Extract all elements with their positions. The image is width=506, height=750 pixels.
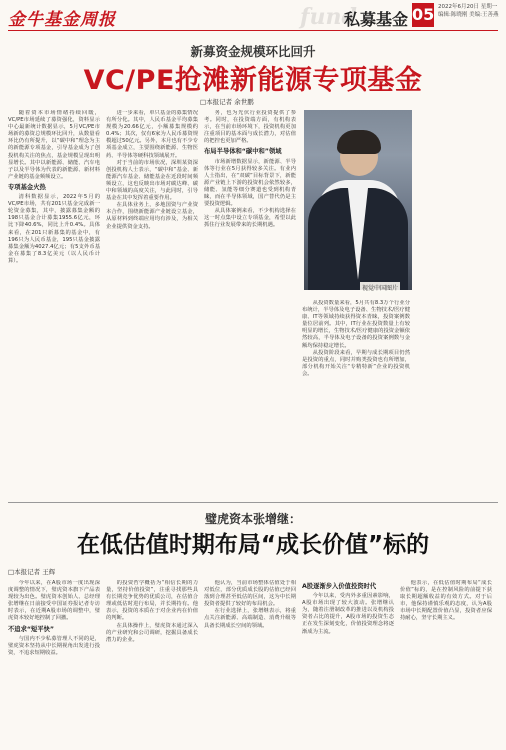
body-paragraph: 从具体案例来看，不少机构选择在这一时点集中设立专项基金，希望以此抓住行业发展带来的长期机遇。 [204, 208, 296, 229]
body-paragraph: 随着资本市场情绪持续回暖，VC/PE市场延续了募资强化，资料显示中心最新统计数据显示，5月VC/PE市场新的募资总规模环比回升，从数量看环比仍有所提升，以“碳中和”理念为主的新能源专项基金，引导基金成为了创投机构关注的焦点，基金规模呈现出明显增长。其中以新能源、储能、汽车电子以及半导体为代表的新能源、新材料产业链的基金频频设立。 [8, 110, 100, 180]
body-paragraph: 市场新增数据显示，新能源、半导体等行业在5月获得较多关注。有业内人士指出，在“双碳”目标背景下，新能源产业链上下游的投资机会依然较多，储能、氢能等细分赛道也受到机构青睐，而在半导体领域，国产替代仍是主要投资逻辑。 [204, 158, 296, 208]
article2-column-3 [204, 580, 296, 745]
section-subheading: 专项基金火热 [8, 183, 46, 191]
article2-byline: □本报记者 王辉 [8, 568, 56, 576]
article1-column-2 [106, 110, 198, 500]
article2-column-4 [302, 580, 394, 745]
body-paragraph: 对于当前的市场状况，深圳某资深创投机构人士表示，“碳中和”基金、新能源汽车基金、储能基金在近段时间频频设立，这也反映出市场对碳达峰、碳中和领域的高度关注，与此同时，引导基金在其中发挥着重要作用。 [106, 159, 198, 202]
masthead-rule [8, 30, 498, 31]
page-number: 05 [412, 3, 434, 27]
body-paragraph: 的投资哲学概括为“相信长期的力量，坚持价值投资”，注重寻找那些具有长期竞争优势的优质公司，在估值合理或低估时进行布局，并长期持有。他表示，投资的本质在于对企业内在价值的判断。 [106, 580, 198, 622]
section-subheading: 布局半导体和“碳中和”领域 [204, 148, 282, 156]
body-paragraph: 他表示，在低估值时期布局“成长价值”标的，是在控制风险的前提下获取长期超额收益的有效方式。对于后市，他保持谨慎乐观的态度，认为A股市场中长期配置价值凸显，投资者应保持耐心，坚守长期主义。 [400, 580, 492, 622]
article1-byline: □本报记者 余世鹏 [200, 98, 254, 106]
article-divider [8, 502, 498, 503]
body-paragraph: 从投资阶段来看，早期与成长期项目仍然是投资的重点，同时并购类投资也有所增加，部分机构开始关注“专精特新”企业的投资机会。 [302, 349, 410, 377]
body-paragraph: 今年以来，在A股市场一度出现深度调整的情况下，璧虎资本旗下产品表现较为出色。璧虎资本创始人、总经理张增继在日前接受中国证券报记者专访时表示，在近期A股市场的调整中，璧虎资本较好地控制了回撤。 [8, 580, 100, 622]
article1-subheadline: 新募资金规模环比回升 [190, 44, 316, 59]
article1-photo [304, 110, 412, 290]
section-subheading: A股逐渐步入价值投资时代 [302, 583, 377, 590]
article2-column-2 [106, 580, 198, 745]
body-paragraph: 在具体操作上，璧虎资本通过深入的产业研究和公司调研，挖掘具备成长潜力的企业。 [106, 622, 198, 643]
issue-date: 2022年6月20日 星期一 [438, 4, 498, 10]
section-title: 私募基金 [344, 10, 409, 29]
article2-column-1 [8, 580, 100, 745]
article2-headline: 在低估值时期布局“成长价值”标的 [76, 532, 430, 558]
issue-editors: 编辑:陈晓刚 美编:王善燕 [438, 11, 499, 18]
masthead [0, 0, 506, 34]
body-paragraph: 今年以来，受内外多重因素影响，A股市场出现了较大波动。张增继认为，随着注册制改革的推进以及机构投资者占比的提升，A股市场的投资生态正在发生深刻变化，价值投资理念将逐渐成为主流。 [302, 593, 394, 635]
body-paragraph: 在行业选择上，张增继表示，将重点关注新能源、高端制造、消费升级等具备长期成长空间的领域。 [204, 608, 296, 629]
article2-column-5 [400, 580, 492, 745]
article1-column-1 [8, 110, 100, 500]
photo-hair-shape [337, 130, 381, 154]
body-paragraph: 进一步来看，单只基金的募集情况有所分化。其中，人民币基金平均募集规模为20.66亿元，小额募集规模约0.4%；其次，仅有6家为人民币募资规模超过50亿元。另外，本月也有不少专项基金成立，主要围绕新能源、生物医药、半导体等硬科技领域展开。 [106, 110, 198, 159]
article2-subheadline: 璧虎资本张增继： [204, 512, 301, 526]
article1-column-3 [204, 110, 296, 500]
photo-caption: 视觉中国图片 [360, 282, 400, 293]
body-paragraph: 从投资数量来看，5月共有8.3万个行业分布统计，半导体及电子设备、生物技术/医疗健康、IT等领域持续获得资本青睐，投资案例数量位居前列。其中，IT行业在投资数量上有较明显的增长，生物技术/医疗健康的投资金额依然较高，半导体及电子设备的投资案例数与金额均保持稳定增长。 [302, 300, 410, 349]
body-paragraph: 务，也为光伏行业投资提供了参考。同时，在投资端方面，有机构表示，在当前市场环境下，投资机构更加注重项目的基本面与成长潜力，对估值的把控也更加严格。 [204, 110, 296, 145]
body-paragraph: 清科数据显示，2022年5月的VC/PE市场，共有201只基金完成新一轮资金募集，其中，披露募集金额的198只基金合计募集1955.6亿元，环比下降40.6%，同比上升0.4%。具体来看，在201只新募集的基金中，有196只为人民币基金，195只基金披露募集金额为4027.4亿元；有5支外币基金在募集了8.3亿美元（以人民币计算）。 [8, 194, 100, 264]
article1-column-4 [302, 300, 410, 500]
body-paragraph: 在具体业务上，多地国资与产业资本合作，围绕新能源产业链设立基金，从原材料到终端应用均有涉及，为相关企业提供资金支持。 [106, 202, 198, 230]
section-subheading: 不追求“短平快” [8, 625, 55, 633]
body-paragraph: 他认为，当前市场整体估值处于相对低位，部分优质成长股的估值已经回落到合理甚至低估的区间，这为中长期投资者提供了较好的布局机会。 [204, 580, 296, 608]
body-paragraph: 与国内不少私募管理人不同的是，璧虎资本坚持从中长期视角出发进行投资，不追求短期收益。 [8, 635, 100, 656]
article1-headline: VC/PE抢滩新能源专项基金 [83, 65, 423, 96]
issue-info [438, 4, 504, 19]
newspaper-logo: 金牛基金周报 [8, 10, 116, 30]
fund-watermark: fund [300, 4, 357, 30]
